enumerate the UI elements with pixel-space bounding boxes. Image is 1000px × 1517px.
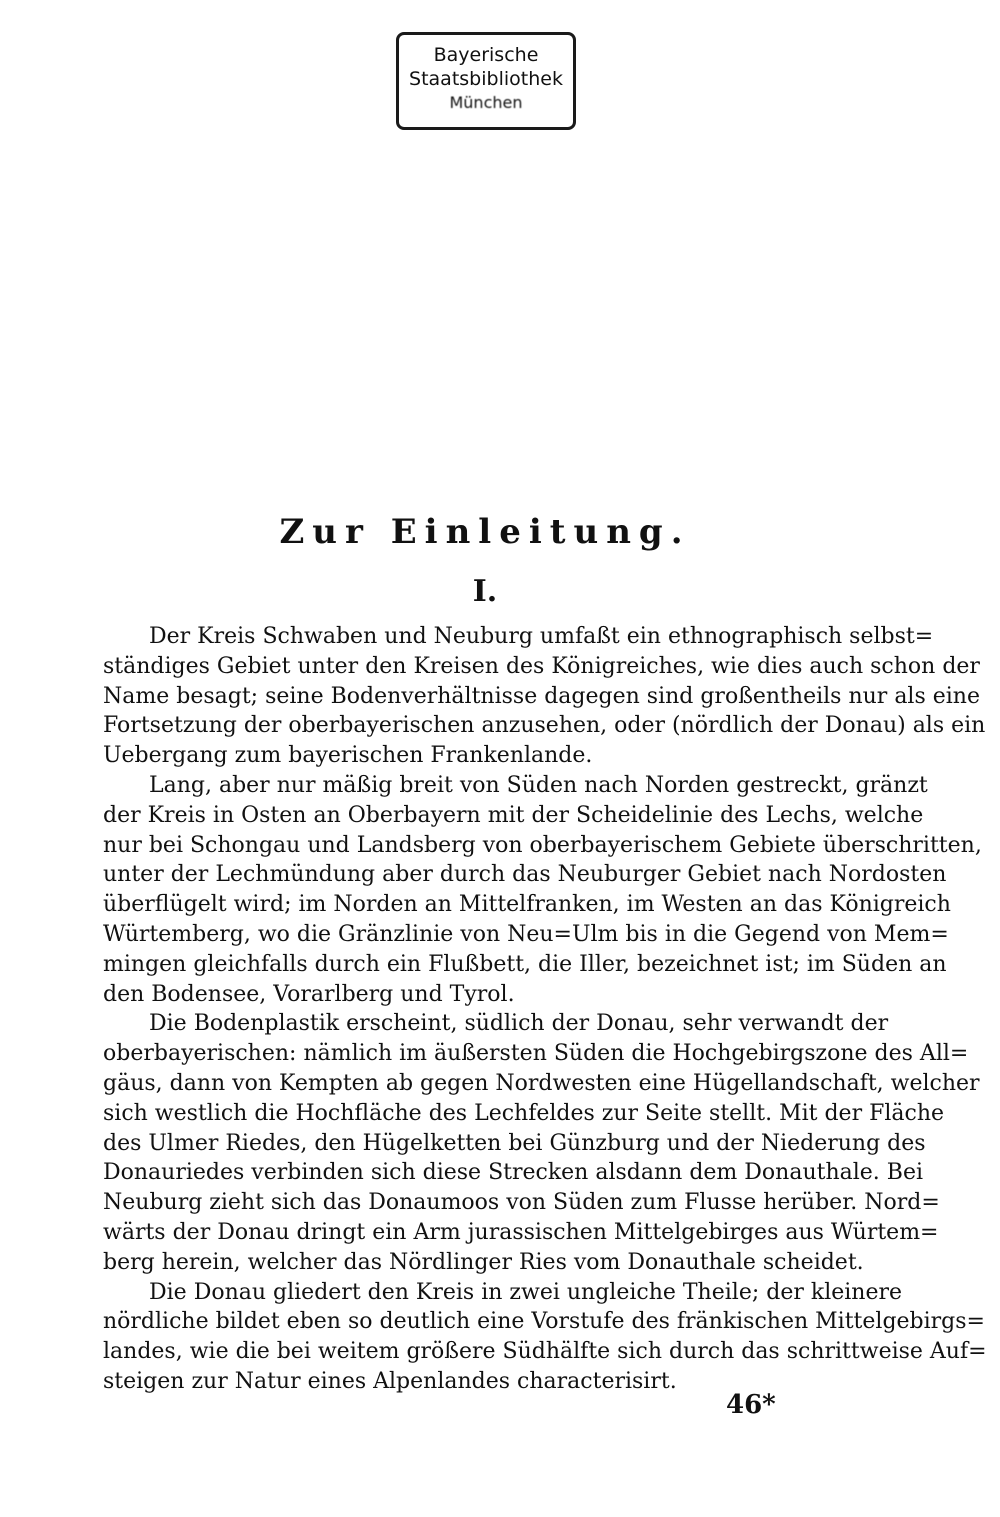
text-line: steigen zur Natur eines Alpenlandes characterisirt. bbox=[103, 1368, 677, 1394]
text-line: berg herein, welcher das Nördlinger Ries vom Donauthale scheidet. bbox=[103, 1249, 864, 1275]
stamp-line: Staatsbibliothek bbox=[409, 68, 563, 90]
page-number: 46* bbox=[726, 1390, 776, 1420]
text-line: nördliche bildet eben so deutlich eine Vorstufe des fränkischen Mittelgebirgs= bbox=[103, 1309, 985, 1335]
text-line: Würtemberg, wo die Gränzlinie von Neu=Ulm bis in die Gegend von Mem= bbox=[103, 921, 949, 947]
section-number: I. bbox=[472, 574, 498, 609]
text-line: Neuburg zieht sich das Donaumoos von Süden zum Flusse herüber. Nord= bbox=[103, 1190, 940, 1216]
text-line: oberbayerischen: nämlich im äußersten Süden die Hochgebirgszone des All= bbox=[103, 1041, 969, 1067]
body-text bbox=[103, 622, 987, 1397]
text-line: gäus, dann von Kempten ab gegen Nordwesten eine Hügellandschaft, welcher bbox=[103, 1070, 980, 1096]
library-stamp bbox=[396, 32, 576, 130]
text-line: unter der Lechmündung aber durch das Neuburger Gebiet nach Nordosten bbox=[103, 862, 947, 888]
text-line: den Bodensee, Vorarlberg und Tyrol. bbox=[103, 981, 515, 1007]
text-line: mingen gleichfalls durch ein Flußbett, die Iller, bezeichnet ist; im Süden an bbox=[103, 951, 947, 977]
text-line: der Kreis in Osten an Oberbayern mit der Scheidelinie des Lechs, welche bbox=[103, 802, 924, 828]
text-line: Fortsetzung der oberbayerischen anzusehen, oder (nördlich der Donau) als ein bbox=[103, 713, 986, 739]
text-line: Die Donau gliedert den Kreis in zwei ungleiche Theile; der kleinere bbox=[149, 1279, 903, 1305]
text-line: Die Bodenplastik erscheint, südlich der Donau, sehr verwandt der bbox=[149, 1011, 889, 1037]
text-line: wärts der Donau dringt ein Arm jurassischen Mittelgebirges aus Würtem= bbox=[103, 1219, 939, 1245]
stamp-line: Bayerische bbox=[433, 44, 539, 66]
stamp-line: München bbox=[449, 93, 523, 112]
text-line: Der Kreis Schwaben und Neuburg umfaßt ein ethnographisch selbst= bbox=[149, 624, 934, 649]
text-line: sich westlich die Hochfläche des Lechfeldes zur Seite stellt. Mit der Fläche bbox=[103, 1100, 945, 1126]
text-line: des Ulmer Riedes, den Hügelketten bei Günzburg und der Niederung des bbox=[103, 1130, 926, 1156]
text-line: ständiges Gebiet unter den Kreisen des Königreiches, wie dies auch schon der bbox=[103, 653, 980, 679]
text-line: überflügelt wird; im Norden an Mittelfranken, im Westen an das Königreich bbox=[103, 892, 951, 918]
text-line: Name besagt; seine Bodenverhältnisse dagegen sind großentheils nur als eine bbox=[103, 683, 980, 709]
text-line: Donauriedes verbinden sich diese Strecken alsdann dem Donauthale. Bei bbox=[103, 1160, 924, 1186]
chapter-heading: Zur Einleitung. bbox=[279, 512, 691, 552]
text-line: landes, wie die bei weitem größere Südhälfte sich durch das schrittweise Auf= bbox=[103, 1339, 987, 1365]
text-line: Uebergang zum bayerischen Frankenlande. bbox=[103, 743, 593, 769]
text-line: Lang, aber nur mäßig breit von Süden nach Norden gestreckt, gränzt bbox=[149, 772, 928, 798]
text-line: nur bei Schongau und Landsberg von oberbayerischem Gebiete überschritten, bbox=[103, 832, 982, 858]
